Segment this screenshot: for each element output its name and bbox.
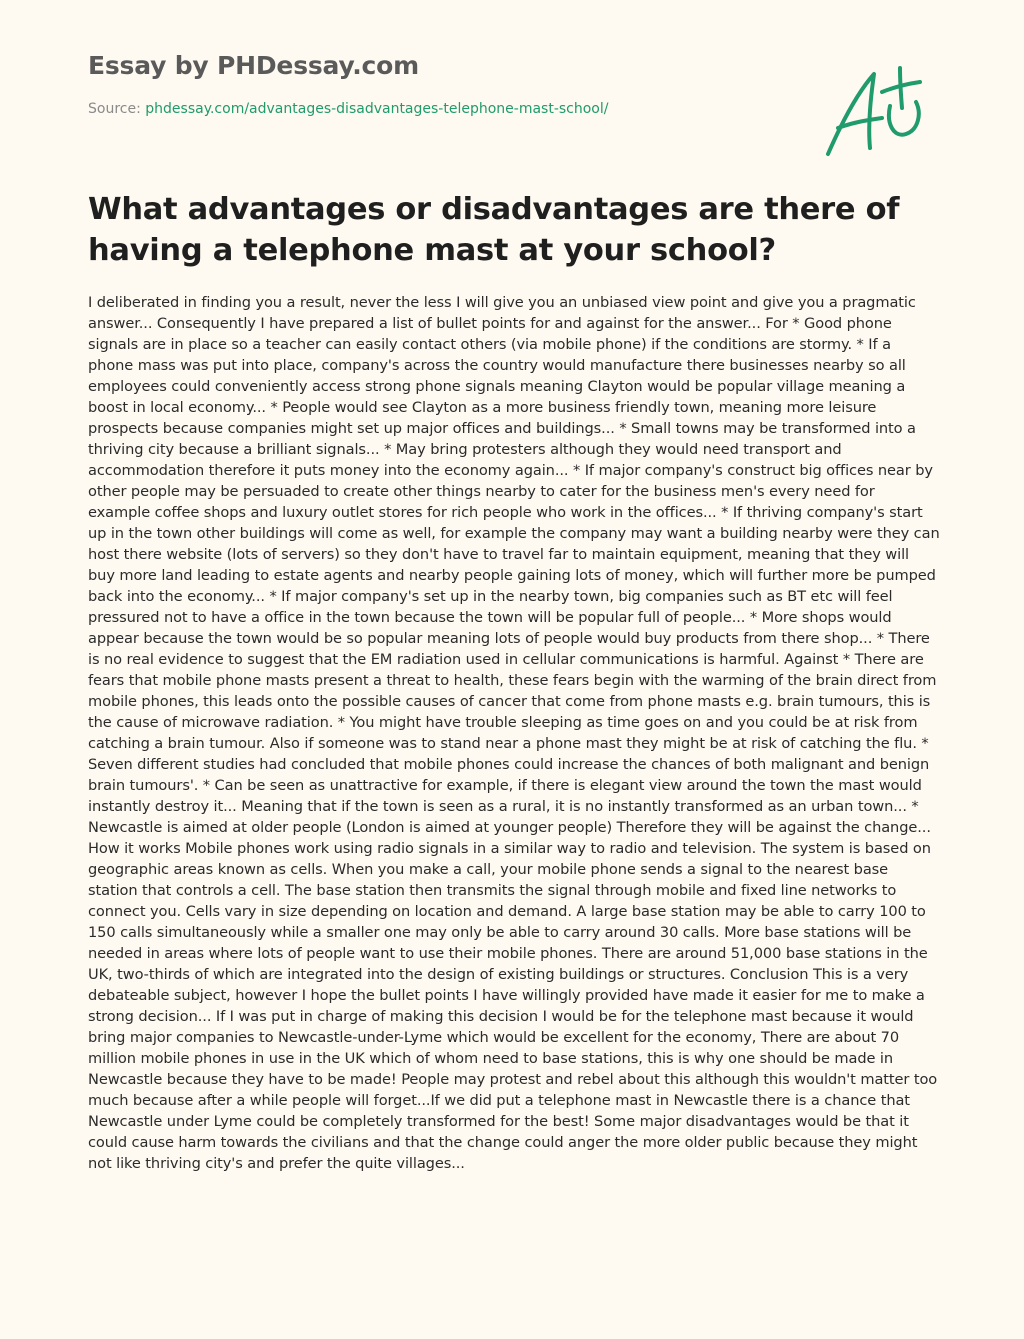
source-label: Source: [88,101,146,117]
source-line [88,101,608,117]
a-plus-logo-icon [820,62,930,162]
site-title: Essay by PHDessay.com [88,51,419,80]
essay-title: What advantages or disadvantages are there of having a telephone mast at your school? [88,192,900,268]
source-link[interactable]: phdessay.com/advantages-disadvantages-telephone-mast-school/ [145,101,609,117]
essay-body: I deliberated in finding you a result, never the less I will give you an unbiased view point and give you a pragmatic answer... Consequently I have prepared a list of bullet points for and against for the answer... For * Good phone signals are in place so a teacher can easily contact others (via mobile phone) if the conditions are stormy. * If a phone mass was put into place, company's across the country would manufacture there businesses nearby so all employees could conveniently access strong phone signals meaning Clayton would be popular village meaning a boost in local economy... * People would see Clayton as a more business friendly town, meaning more leisure prospects because companies might set up major offices and buildings... * Small towns may be transformed into a thriving city because a brilliant signals... * May bring protesters although they would need transport and accommodation therefore it puts money into the economy again... * If major company's construct big offices near by other people may be persuaded to create other things nearby to cater for the business men's every need for example coffee shops and luxury outlet stores for rich people who work in the offices... * If thriving company's start up in the town other buildings will come as well, for example the company may want a building nearby were they can host there website (lots of servers) so they don't have to travel far to maintain equipment, meaning that they will buy more land leading to estate agents and nearby people gaining lots of money, which will further more be pumped back into the economy... * If major company's set up in the nearby town, big companies such as BT etc will feel pressured not to have a office in the town because the town will be popular full of people... * More shops would appear because the town would be so popular meaning lots of people would buy products from there shop... * There is no real evidence to suggest that the EM radiation used in cellular communications is harmful. Against * There are fears that mobile phone masts present a threat to health, these fears begin with the warming of the brain direct from mobile phones, this leads onto the possible causes of cancer that come from phone masts e.g. brain tumours, this is the cause of microwave radiation. * You might have trouble sleeping as time goes on and you could be at risk from catching a brain tumour. Also if someone was to stand near a phone mast they might be at risk of catching the flu. * Seven different studies had concluded that mobile phones could increase the chances of both malignant and benign brain tumours'. * Can be seen as unattractive for example, if there is elegant view around the town the mast would instantly destroy it... Meaning that if the town is seen as a rural, it is no instantly transformed as an urban town... * Newcastle is aimed at older people (London is aimed at younger people) Therefore they will be against the change... How it works Mobile phones work using radio signals in a similar way to radio and television. The system is based on geographic areas known as cells. When you make a call, your mobile phone sends a signal to the nearest base station that controls a cell. The base station then transmits the signal through mobile and fixed line networks to connect you. Cells vary in size depending on location and demand. A large base station may be able to carry 100 to 150 calls simultaneously while a smaller one may only be able to carry around 30 calls. More base stations will be needed in areas where lots of people want to use their mobile phones. There are around 51,000 base stations in the UK, two-thirds of which are integrated into the design of existing buildings or structures. Conclusion This is a very debateable subject, however I hope the bullet points I have willingly provided have made it easier for me to make a strong decision... If I was put in charge of making this decision I would be for the telephone mast because it would bring major companies to Newcastle-under-Lyme which would be excellent for the economy, There are about 70 million mobile phones in use in the UK which of whom need to base stations, this is why one should be made in Newcastle because they have to be made! People may protest and rebel about this although this wouldn't matter too much because after a while people will forget...If we did put a telephone mast in Newcastle there is a chance that Newcastle under Lyme could be completely transformed for the best! Some major disadvantages would be that it could cause harm towards the civilians and that the change could anger the more older public because they might not like thriving city's and prefer the quite villages... [88,294,940,1172]
